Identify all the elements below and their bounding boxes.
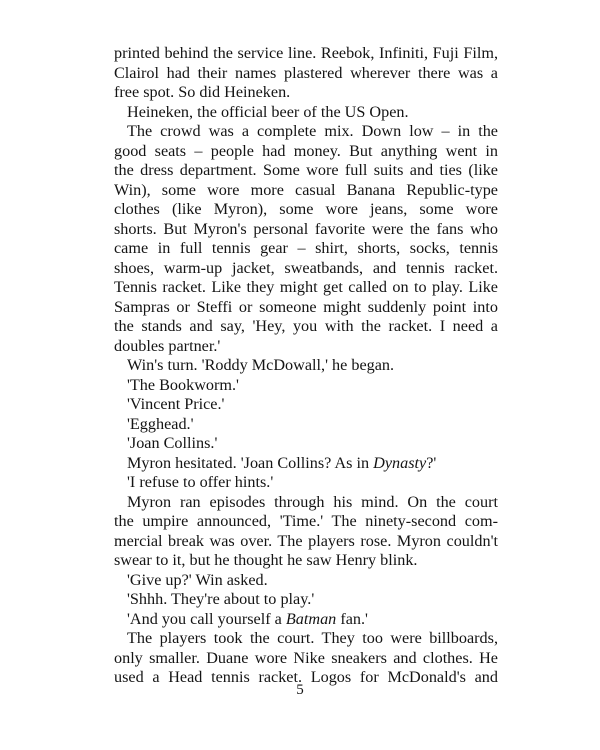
text-line <box>114 103 498 123</box>
text-segment: 'I refuse to offer hints.' <box>127 473 274 491</box>
text-segment: fan.' <box>336 609 368 628</box>
text-line <box>114 649 498 669</box>
text-segment: 'Egghead.' <box>127 414 194 433</box>
text-line <box>114 571 498 591</box>
text-line <box>114 454 498 474</box>
text-segment: mercial break was over. The players rose. Myron couldn't <box>114 531 498 550</box>
text-segment: ?' <box>426 453 437 472</box>
text-segment: Tennis racket. Like they might get called on to play. Like <box>114 278 498 296</box>
text-line <box>114 317 498 337</box>
text-segment: shorts. But Myron's personal favorite were the fans who <box>114 219 498 238</box>
text-line <box>114 142 498 162</box>
text-line <box>114 239 498 259</box>
text-line <box>114 220 498 240</box>
text-line <box>114 590 498 610</box>
text-segment: only smaller. Duane wore Nike sneakers and clothes. He <box>114 648 498 667</box>
text-line <box>114 181 498 201</box>
text-segment: used a Head tennis racket. Logos for McDonald's and <box>114 668 498 686</box>
text-segment: the umpire announced, 'Time.' The ninety-second com- <box>114 512 498 530</box>
text-line <box>114 44 498 64</box>
text-segment: 'Joan Collins.' <box>127 434 218 452</box>
text-line <box>114 83 498 103</box>
text-segment: free spot. So did Heineken. <box>114 83 291 101</box>
text-segment: Win), some wore more casual Banana Republic-type <box>114 180 498 199</box>
italic-title: Batman <box>285 609 337 628</box>
text-segment: Heineken, the official beer of the US Open. <box>127 102 409 121</box>
text-line <box>114 278 498 298</box>
text-segment: Myron hesitated. 'Joan Collins? As in <box>127 453 374 472</box>
text-line <box>114 356 498 376</box>
text-segment: good seats – people had money. But anything went in <box>114 141 498 160</box>
text-line <box>114 610 498 630</box>
text-segment: shoes, warm-up jacket, sweatbands, and tennis racket. <box>114 258 498 277</box>
text-line <box>114 415 498 435</box>
text-line <box>114 337 498 357</box>
text-line <box>114 376 498 396</box>
text-segment: 'Vincent Price.' <box>127 395 225 413</box>
text-line <box>114 161 498 181</box>
text-segment: Win's turn. 'Roddy McDowall,' he began. <box>127 356 395 374</box>
text-segment: clothes (like Myron), some wore jeans, some wore <box>114 200 498 218</box>
text-line <box>114 493 498 513</box>
text-line <box>114 629 498 649</box>
text-segment: Myron ran episodes through his mind. On the court <box>127 492 498 511</box>
text-segment: Sampras or Steffi or someone might suddenly point into <box>114 297 498 316</box>
text-line <box>114 473 498 493</box>
italic-title: Dynasty <box>373 453 427 472</box>
text-line <box>114 512 498 532</box>
text-line <box>114 122 498 142</box>
text-segment: 'And you call yourself a <box>127 609 286 628</box>
text-segment: 'Give up?' Win asked. <box>127 570 268 589</box>
text-segment: The crowd was a complete mix. Down low – in the <box>127 122 498 140</box>
text-segment: Clairol had their names plastered wherever there was a <box>114 63 498 82</box>
text-line <box>114 64 498 84</box>
text-line <box>114 551 498 571</box>
text-segment: the dress department. Some wore full suits and ties (like <box>114 161 498 179</box>
book-page-text <box>114 44 498 688</box>
text-segment: 'The Bookworm.' <box>127 375 239 394</box>
text-line <box>114 200 498 220</box>
text-line <box>114 395 498 415</box>
text-segment: doubles partner.' <box>114 336 221 355</box>
text-line <box>114 298 498 318</box>
text-line <box>114 532 498 552</box>
page-number: 5 <box>296 682 304 698</box>
text-segment: swear to it, but he thought he saw Henry blink. <box>114 551 418 569</box>
text-segment: came in full tennis gear – shirt, shorts, socks, tennis <box>114 239 498 257</box>
text-segment: the stands and say, 'Hey, you with the racket. I need a <box>114 317 498 335</box>
text-segment: 'Shhh. They're about to play.' <box>127 590 315 608</box>
text-segment: printed behind the service line. Reebok, Infiniti, Fuji Film, <box>114 44 498 62</box>
text-line <box>114 434 498 454</box>
text-line <box>114 259 498 279</box>
text-segment: The players took the court. They too were billboards, <box>127 629 498 647</box>
